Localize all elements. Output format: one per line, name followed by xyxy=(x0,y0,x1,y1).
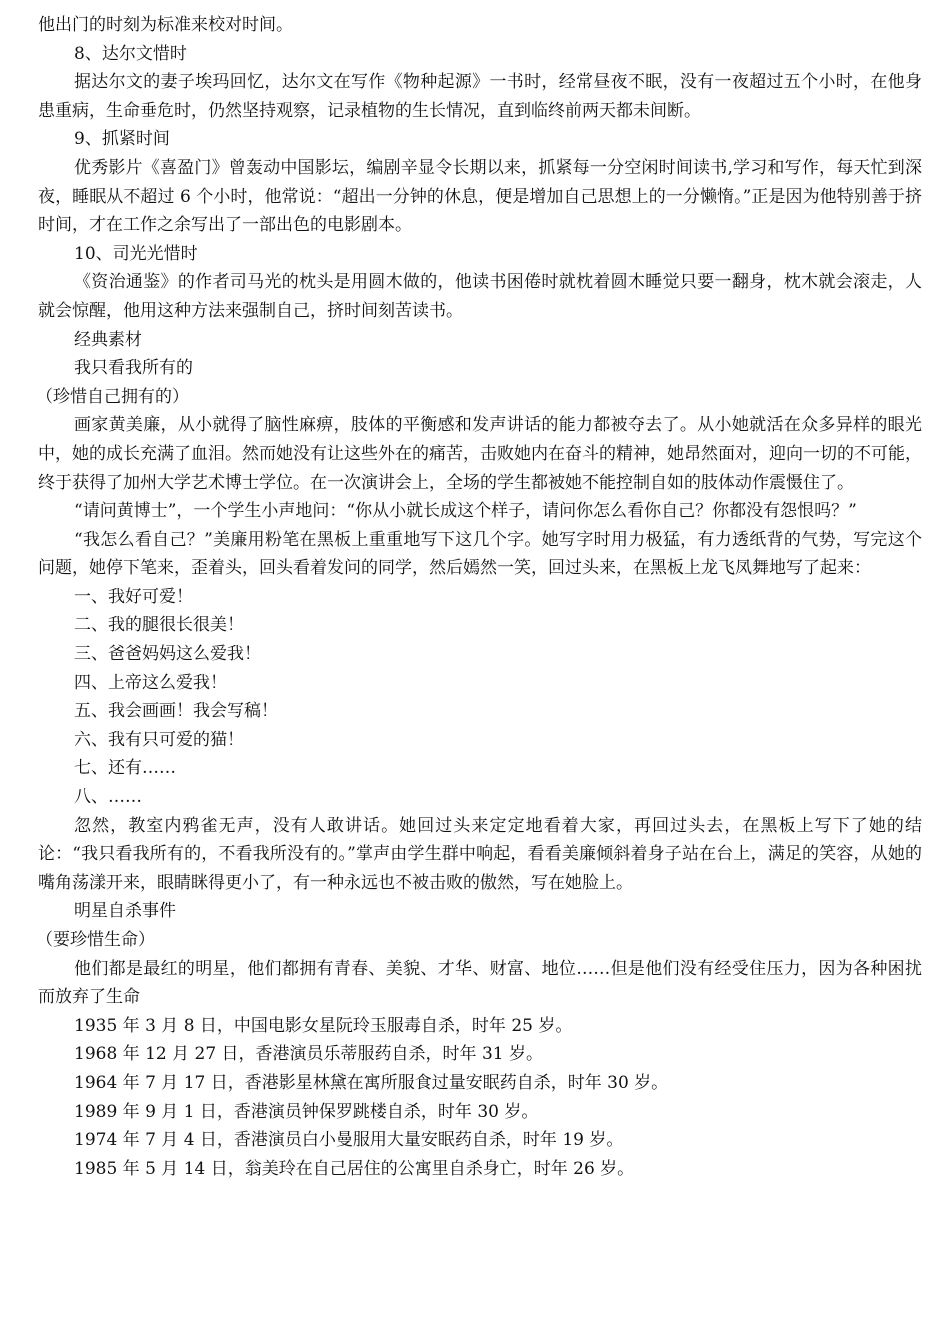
paragraph: 忽然，教室内鸦雀无声，没有人敢讲话。她回过头来定定地看着大家，再回过头去，在黑板上写下了她的结论：“我只看我所有的，不看我所没有的。”掌声由学生群中响起，看看美廉倾斜着身子站在台上，满足的笑容，从她的嘴角荡漾开来，眼睛眯得更小了，有一种永远也不被击败的傲然，写在她脸上。 xyxy=(38,815,922,893)
paragraph: 画家黄美廉，从小就得了脑性麻痹，肢体的平衡感和发声讲话的能力都被夺去了。从小她就活在众多异样的眼光中，她的成长充满了血泪。然而她没有让这些外在的痛苦，击败她内在奋斗的精神，她昂然面对，迎向一切的不可能，终于获得了加州大学艺术博士学位。在一次演讲会上，全场的学生都被她不能控制自如的肢体动作震慑住了。 xyxy=(38,415,922,493)
story-subtitle: （要珍惜生命） xyxy=(36,930,155,950)
list-item: 五、我会画画！我会写稿！ xyxy=(74,701,278,722)
section-heading: 8、达尔文惜时 xyxy=(74,43,187,64)
paragraph: “请问黄博士”，一个学生小声地问：“你从小就长成这个样子，请问你怎么看你自己？你都没有怨恨吗？” xyxy=(74,501,857,522)
document-page xyxy=(38,11,922,1183)
paragraph: “我怎么看自己？”美廉用粉笔在黑板上重重地写下这几个字。她写字时用力极猛，有力透纸背的气势，写完这个问题，她停下笔来，歪着头，回头看着发问的同学，然后嫣然一笑，回过头来，在黑板上龙飞凤舞地写了起来： xyxy=(38,529,922,579)
list-item: 1974 年 7 月 4 日，香港演员白小曼服用大量安眠药自杀，时年 19 岁。 xyxy=(74,1130,624,1151)
list-item: 四、上帝这么爱我！ xyxy=(74,672,227,693)
list-item: 1968 年 12 月 27 日，香港演员乐蒂服药自杀，时年 31 岁。 xyxy=(74,1044,543,1065)
list-item: 七、还有…… xyxy=(74,758,176,779)
paragraph: 他出门的时刻为标准来校对时间。 xyxy=(38,15,293,35)
list-item: 1964 年 7 月 17 日，香港影星林黛在寓所服食过量安眠药自杀，时年 30 岁。 xyxy=(74,1072,669,1093)
section-heading: 9、抓紧时间 xyxy=(74,129,170,150)
list-item: 六、我有只可爱的猫！ xyxy=(74,729,244,750)
list-item: 八、…… xyxy=(74,787,142,808)
list-item: 1989 年 9 月 1 日，香港演员钟保罗跳楼自杀，时年 30 岁。 xyxy=(74,1101,539,1122)
story-title: 我只看我所有的 xyxy=(74,358,193,379)
paragraph: 据达尔文的妻子埃玛回忆，达尔文在写作《物种起源》一书时，经常昼夜不眠，没有一夜超过五个小时，在他身患重病，生命垂危时，仍然坚持观察，记录植物的生长情况，直到临终前两天都未间断。 xyxy=(38,72,922,121)
list-item: 1935 年 3 月 8 日，中国电影女星阮玲玉服毒自杀，时年 25 岁。 xyxy=(74,1015,573,1036)
list-item: 一、我好可爱！ xyxy=(74,586,193,607)
list-item: 1985 年 5 月 14 日，翁美玲在自己居住的公寓里自杀身亡，时年 26 岁。 xyxy=(74,1158,635,1179)
list-item: 三、爸爸妈妈这么爱我！ xyxy=(74,644,261,665)
story-title: 明星自杀事件 xyxy=(74,901,176,922)
paragraph: 他们都是最红的明星，他们都拥有青春、美貌、才华、财富、地位……但是他们没有经受住压力，因为各种困扰而放弃了生命 xyxy=(38,958,922,1008)
paragraph: 《资治通鉴》的作者司马光的枕头是用圆木做的，他读书困倦时就枕着圆木睡觉只要一翻身，枕木就会滚走，人就会惊醒，他用这种方法来强制自己，挤时间刻苦读书。 xyxy=(38,272,922,321)
section-heading: 10、司光光惜时 xyxy=(74,243,198,264)
paragraph: 优秀影片《喜盈门》曾轰动中国影坛，编剧辛显令长期以来，抓紧每一分空闲时间读书,学习和写作，每天忙到深夜，睡眠从不超过 6 个小时，他常说：“超出一分钟的休息，便是增加自己思想上的一分懒惰。”正是因为他特别善于挤时间，才在工作之余写出了一部出色的电影剧本。 xyxy=(38,157,922,236)
section-heading: 经典素材 xyxy=(74,329,142,350)
list-item: 二、我的腿很长很美！ xyxy=(74,615,244,636)
story-subtitle: （珍惜自己拥有的） xyxy=(36,386,189,407)
